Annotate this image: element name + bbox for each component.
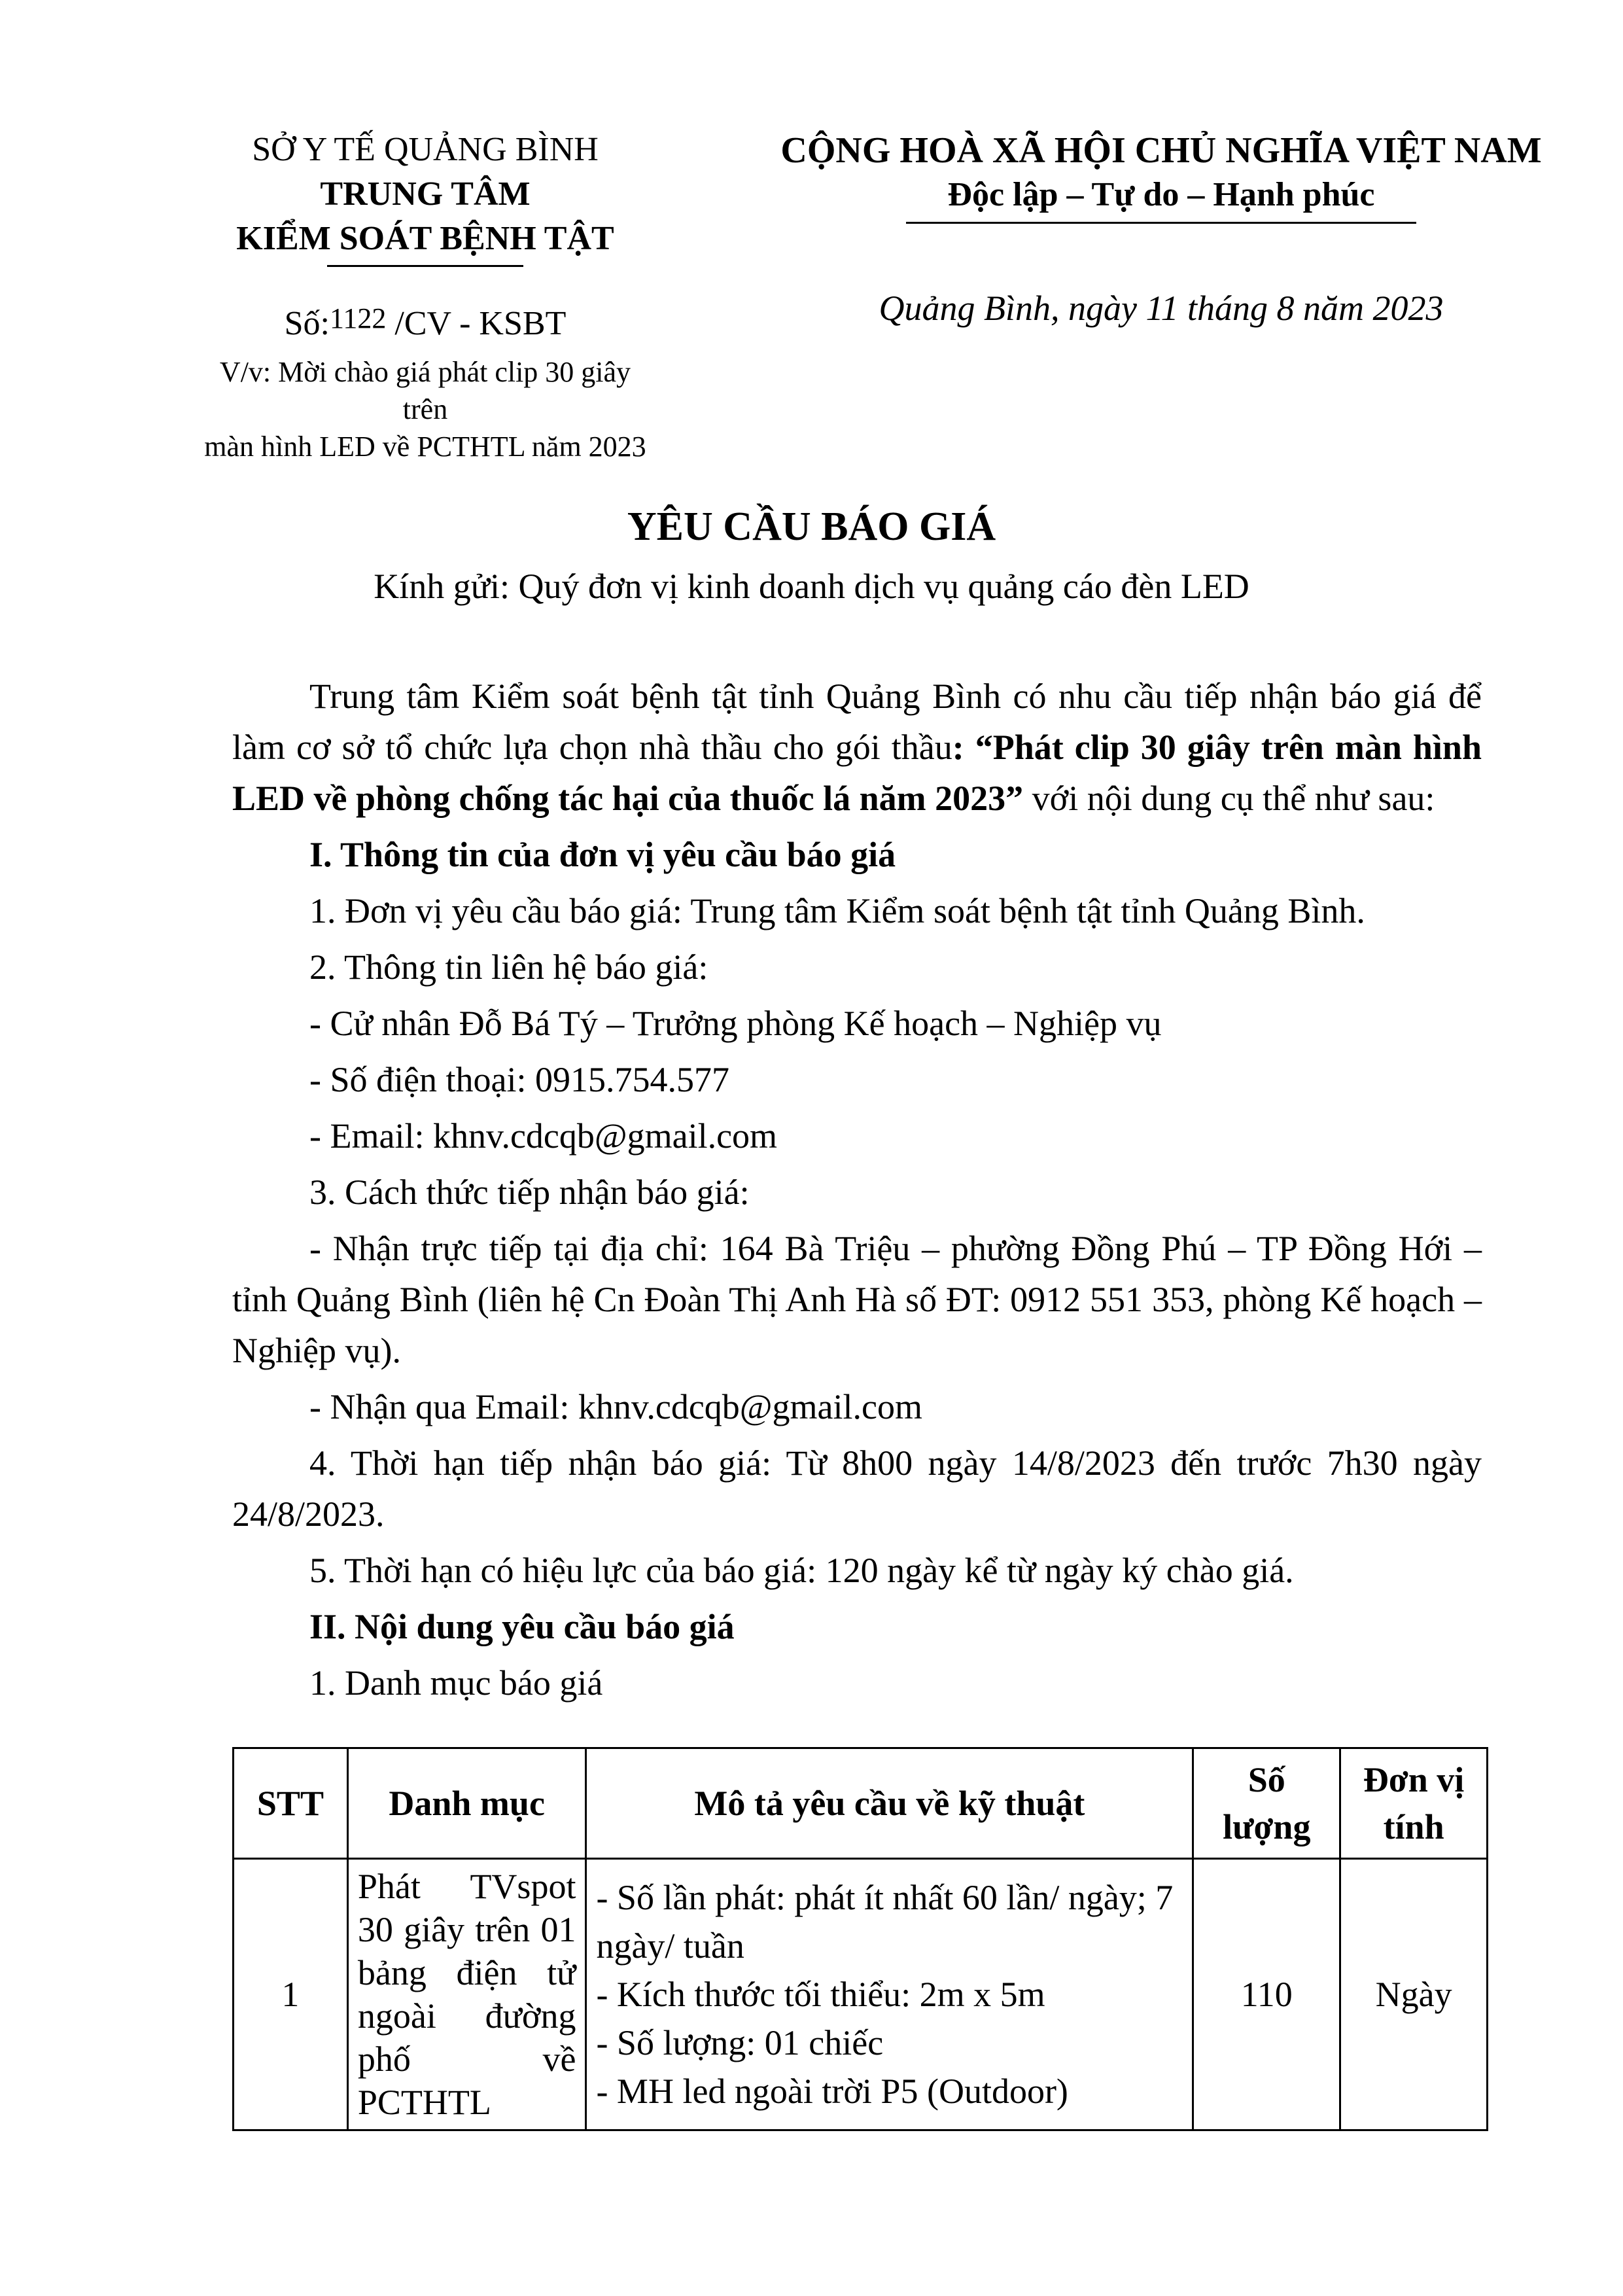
ref-number: 1122 xyxy=(330,302,387,334)
subject-line1: V/v: Mời chào giá phát clip 30 giây trên xyxy=(219,356,631,425)
cell-quantity: 110 xyxy=(1193,1859,1340,2130)
issuer-underline xyxy=(327,265,523,267)
col-header-quantity-line2: lượng xyxy=(1223,1807,1311,1846)
col-header-quantity-line1: Số xyxy=(1248,1760,1285,1799)
section-1-item-2: 2. Thông tin liên hệ báo giá: xyxy=(309,947,708,987)
intro-paragraph xyxy=(232,671,1482,824)
section-1-item-5: 5. Thời hạn có hiệu lực của báo giá: 120 ngày kể từ ngày ký chào giá. xyxy=(309,1551,1294,1590)
intro-text-2: với nội dung cụ thể như sau: xyxy=(1023,779,1435,818)
document-reference xyxy=(196,304,654,343)
contact-name: - Cử nhân Đỗ Bá Tý – Trưởng phòng Kế hoạch – Nghiệp vụ xyxy=(309,1004,1162,1043)
national-header xyxy=(739,128,1583,224)
receive-direct: - Nhận trực tiếp tại địa chỉ: 164 Bà Triệu – phường Đồng Phú – TP Đồng Hới – tỉnh Quảng Bình (liên hệ Cn Đoàn Thị Anh Hà số ĐT: 0912 551 353, phòng Kế hoạch – Nghiệp vụ). xyxy=(232,1229,1482,1370)
place-date: Quảng Bình, ngày 11 tháng 8 năm 2023 xyxy=(879,289,1444,328)
receive-email: - Nhận qua Email: khnv.cdcqb@gmail.com xyxy=(309,1387,922,1426)
document-title: YÊU CẦU BÁO GIÁ xyxy=(627,504,996,549)
national-motto: Độc lập – Tự do – Hạnh phúc xyxy=(947,176,1375,213)
intro-package-name: : “Phát clip 30 giây trên màn hình LED về phòng chống tác hại của thuốc lá năm 2023” xyxy=(232,728,1482,818)
recipient-line: Kính gửi: Quý đơn vị kinh doanh dịch vụ quảng cáo đèn LED xyxy=(374,567,1249,606)
org-parent: SỞ Y TẾ QUẢNG BÌNH xyxy=(252,131,599,168)
issuer-header xyxy=(196,128,654,267)
desc-line: - MH led ngoài trời P5 (Outdoor) xyxy=(596,2072,1068,2111)
col-header-unit xyxy=(1340,1748,1488,1859)
col-header-description: Mô tả yêu cầu về kỹ thuật xyxy=(586,1748,1193,1859)
org-name-line1: TRUNG TÂM xyxy=(320,175,531,213)
document-subject xyxy=(196,353,654,465)
nation-title: CỘNG HOÀ XÃ HỘI CHỦ NGHĨA VIỆT NAM xyxy=(780,130,1542,171)
contact-email: - Email: khnv.cdcqb@gmail.com xyxy=(309,1116,778,1156)
section-1-item-4: 4. Thời hạn tiếp nhận báo giá: Từ 8h00 ngày 14/8/2023 đến trước 7h30 ngày 24/8/2023. xyxy=(232,1443,1482,1534)
col-header-unit-line1: Đơn vị xyxy=(1363,1760,1465,1799)
desc-line: - Số lần phát: phát ít nhất 60 lần/ ngày; 7 ngày/ tuần xyxy=(596,1878,1174,1966)
desc-line: - Số lượng: 01 chiếc xyxy=(596,2023,884,2062)
quotation-table xyxy=(232,1747,1488,2131)
cell-unit: Ngày xyxy=(1340,1859,1488,2130)
ref-prefix: Số: xyxy=(284,305,330,342)
cell-stt: 1 xyxy=(234,1859,348,2130)
section-2-item-1: 1. Danh mục báo giá xyxy=(309,1663,603,1703)
col-header-stt: STT xyxy=(234,1748,348,1859)
section-2-heading: II. Nội dung yêu cầu báo giá xyxy=(309,1607,735,1646)
col-header-unit-line2: tính xyxy=(1383,1807,1444,1846)
col-header-category: Danh mục xyxy=(347,1748,586,1859)
table-row xyxy=(234,1859,1488,2130)
section-1-heading: I. Thông tin của đơn vị yêu cầu báo giá xyxy=(309,835,896,874)
section-1-item-1: 1. Đơn vị yêu cầu báo giá: Trung tâm Kiểm soát bệnh tật tỉnh Quảng Bình. xyxy=(309,891,1365,930)
cell-category: Phát TVspot 30 giây trên 01 bảng điện tử ngoài đường phố về PCTHTL xyxy=(347,1859,586,2130)
motto-underline xyxy=(906,222,1416,224)
section-1-item-3: 3. Cách thức tiếp nhận báo giá: xyxy=(309,1173,750,1212)
contact-phone: - Số điện thoại: 0915.754.577 xyxy=(309,1060,729,1099)
ref-suffix: /CV - KSBT xyxy=(386,305,567,342)
org-name-line2: KIỂM SOÁT BỆNH TẬT xyxy=(236,220,614,257)
cell-description xyxy=(586,1859,1193,2130)
intro-text-1: Trung tâm Kiểm soát bệnh tật tỉnh Quảng Bình có nhu cầu tiếp nhận báo giá để làm cơ sở tổ chức lựa chọn nhà thầu cho gói thầu xyxy=(232,677,1482,767)
desc-line: - Kích thước tối thiểu: 2m x 5m xyxy=(596,1975,1045,2014)
table-header-row xyxy=(234,1748,1488,1859)
subject-line2: màn hình LED về PCTHTL năm 2023 xyxy=(204,431,646,463)
document-body xyxy=(232,671,1482,1708)
col-header-quantity xyxy=(1193,1748,1340,1859)
